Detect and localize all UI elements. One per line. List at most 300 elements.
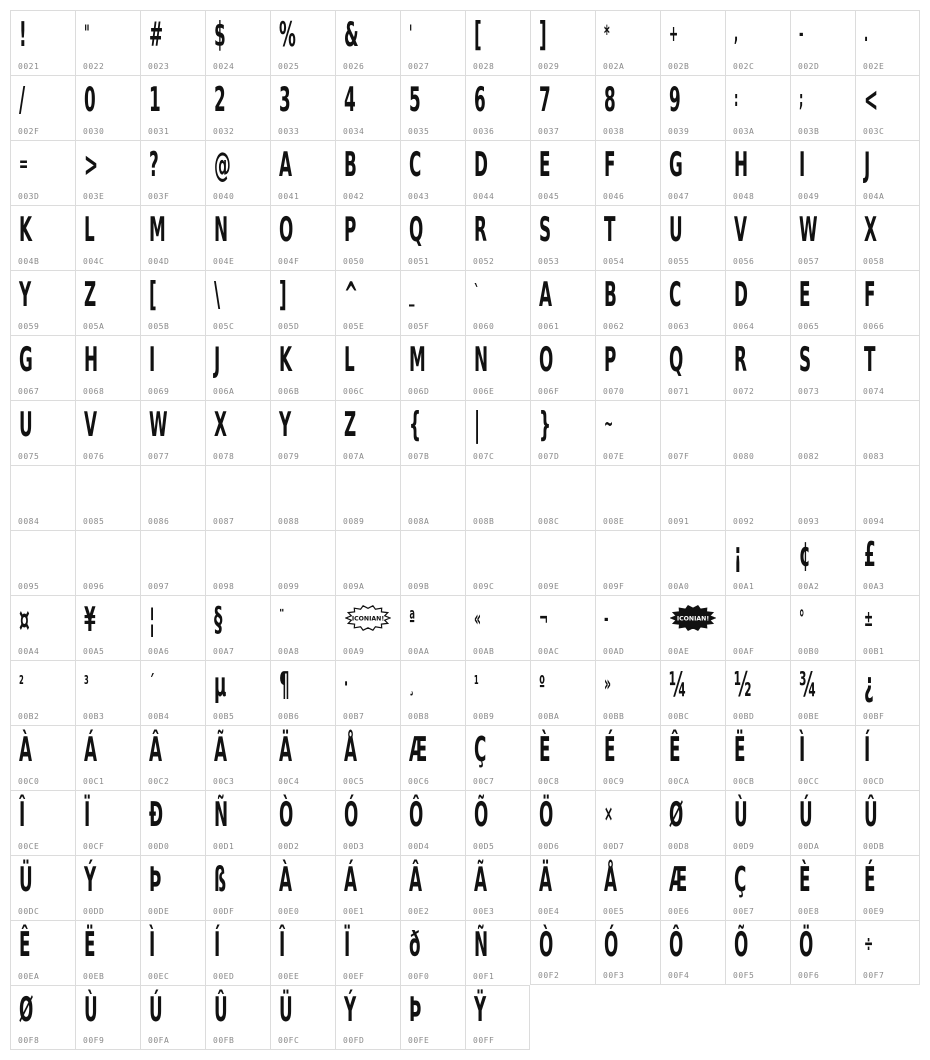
glyph-code-label: 00B4 <box>148 712 170 721</box>
glyph-cell <box>270 75 335 140</box>
glyph-cell <box>725 205 790 270</box>
glyph-sample: 7 <box>539 80 551 120</box>
glyph-code-label: 00E3 <box>473 907 495 916</box>
glyph-cell <box>10 335 75 400</box>
glyph-code-label: 0094 <box>863 517 885 526</box>
glyph-code-label: 00E0 <box>278 907 300 916</box>
glyph-grid <box>10 10 920 1050</box>
glyph-sample: Â <box>149 730 163 770</box>
glyph-code-label: 004B <box>18 257 40 266</box>
glyph-sample: ¦ <box>149 600 156 640</box>
glyph-sample: D <box>734 275 748 315</box>
glyph-code-label: 006B <box>278 387 300 396</box>
glyph-code-label: 0069 <box>148 387 170 396</box>
glyph-sample: ¨ <box>279 607 285 632</box>
glyph-code-label: 005B <box>148 322 170 331</box>
glyph-cell <box>205 595 270 660</box>
glyph-cell <box>595 10 660 75</box>
glyph-code-label: 0080 <box>733 452 755 461</box>
glyph-code-label: 0033 <box>278 127 300 136</box>
glyph-code-label: 00E2 <box>408 907 430 916</box>
glyph-sample: } <box>539 405 551 445</box>
glyph-cell <box>855 595 920 660</box>
glyph-sample: » <box>604 672 612 697</box>
glyph-sample: ? <box>149 145 159 185</box>
glyph-cell <box>335 790 400 855</box>
glyph-code-label: 0043 <box>408 192 430 201</box>
glyph-sample: Â <box>409 860 423 900</box>
glyph-sample: Ë <box>734 730 746 770</box>
glyph-code-label: 00C2 <box>148 777 170 786</box>
glyph-cell <box>140 985 205 1050</box>
glyph-code-label: 0045 <box>538 192 560 201</box>
glyph-sample: Ø <box>19 990 34 1030</box>
glyph-code-label: 0089 <box>343 517 365 526</box>
glyph-cell <box>855 660 920 725</box>
glyph-sample: W <box>799 210 818 250</box>
glyph-sample: F <box>864 275 876 315</box>
glyph-code-label: 00F8 <box>18 1036 40 1045</box>
glyph-code-label: 00AD <box>603 647 625 656</box>
glyph-sample: ; <box>799 87 804 112</box>
glyph-sample: : <box>734 87 739 112</box>
glyph-sample: ´ <box>149 672 155 697</box>
glyph-code-label: 00C6 <box>408 777 430 786</box>
glyph-cell <box>400 855 465 920</box>
glyph-code-label: 00BC <box>668 712 690 721</box>
glyph-code-label: 00B7 <box>343 712 365 721</box>
glyph-cell <box>790 855 855 920</box>
glyph-cell <box>790 270 855 335</box>
glyph-code-label: 00A6 <box>148 647 170 656</box>
glyph-cell <box>530 660 595 725</box>
glyph-code-label: 0068 <box>83 387 105 396</box>
glyph-code-label: 00E7 <box>733 907 755 916</box>
glyph-sample: Õ <box>734 925 749 965</box>
glyph-sample: ¬ <box>539 607 549 632</box>
glyph-cell <box>10 595 75 660</box>
glyph-cell <box>400 75 465 140</box>
glyph-sample: Ä <box>539 860 553 900</box>
glyph-sample: Å <box>344 730 358 770</box>
glyph-code-label: 005A <box>83 322 105 331</box>
glyph-cell <box>335 660 400 725</box>
glyph-code-label: 0065 <box>798 322 820 331</box>
glyph-code-label: 00D1 <box>213 842 235 851</box>
glyph-sample: Û <box>214 990 228 1030</box>
glyph-cell <box>790 595 855 660</box>
glyph-cell <box>75 855 140 920</box>
glyph-sample: Ä <box>279 730 293 770</box>
glyph-cell <box>855 920 920 985</box>
glyph-code-label: 0095 <box>18 582 40 591</box>
glyph-code-label: 00C5 <box>343 777 365 786</box>
glyph-sample: 8 <box>604 80 616 120</box>
glyph-sample: U <box>19 405 33 445</box>
glyph-cell <box>400 920 465 985</box>
glyph-cell <box>400 400 465 465</box>
glyph-sample: C <box>409 145 422 185</box>
glyph-code-label: 003D <box>18 192 40 201</box>
glyph-cell <box>335 10 400 75</box>
glyph-cell <box>335 855 400 920</box>
glyph-sample: Ì <box>799 730 806 770</box>
glyph-cell <box>790 75 855 140</box>
glyph-code-label: 00E6 <box>668 907 690 916</box>
glyph-code-label: 0091 <box>668 517 690 526</box>
glyph-cell <box>855 530 920 595</box>
glyph-code-label: 005F <box>408 322 430 331</box>
glyph-cell <box>205 270 270 335</box>
glyph-cell <box>790 400 855 465</box>
glyph-sample: B <box>604 275 617 315</box>
logo-text: ICONIAN! <box>351 615 385 623</box>
glyph-cell <box>205 75 270 140</box>
glyph-code-label: 00BA <box>538 712 560 721</box>
glyph-sample: # <box>149 15 164 55</box>
glyph-sample: - <box>799 22 804 47</box>
glyph-code-label: 006E <box>473 387 495 396</box>
glyph-cell <box>465 920 530 985</box>
glyph-cell <box>140 140 205 205</box>
glyph-code-label: 008C <box>538 517 560 526</box>
glyph-code-label: 00F1 <box>473 972 495 981</box>
glyph-cell <box>855 75 920 140</box>
glyph-cell <box>530 465 595 530</box>
glyph-sample: \ <box>214 275 221 315</box>
glyph-sample: B <box>344 145 357 185</box>
glyph-code-label: 00DE <box>148 907 170 916</box>
glyph-cell <box>790 10 855 75</box>
glyph-sample: ¤ <box>19 600 30 640</box>
glyph-cell <box>595 855 660 920</box>
glyph-sample: 0 <box>84 80 96 120</box>
glyph-code-label: 00FB <box>213 1036 235 1045</box>
glyph-sample: Y <box>279 405 292 445</box>
glyph-cell <box>205 530 270 595</box>
glyph-cell <box>595 595 660 660</box>
glyph-code-label: 0039 <box>668 127 690 136</box>
glyph-code-label: 0077 <box>148 452 170 461</box>
glyph-sample: Î <box>279 925 286 965</box>
glyph-sample: @ <box>214 145 231 185</box>
glyph-cell <box>855 10 920 75</box>
glyph-code-label: 00C8 <box>538 777 560 786</box>
glyph-sample: % <box>279 15 296 55</box>
glyph-cell <box>140 855 205 920</box>
glyph-sample: _ <box>409 282 415 307</box>
glyph-code-label: 0057 <box>798 257 820 266</box>
glyph-cell <box>660 270 725 335</box>
glyph-code-label: 009B <box>408 582 430 591</box>
glyph-code-label: 00B9 <box>473 712 495 721</box>
glyph-cell <box>140 790 205 855</box>
glyph-sample: M <box>409 340 426 380</box>
glyph-code-label: 0082 <box>798 452 820 461</box>
glyph-code-label: 00DA <box>798 842 820 851</box>
glyph-sample: ¡ <box>734 535 742 575</box>
glyph-sample: . <box>864 22 869 47</box>
glyph-sample: 1 <box>149 80 161 120</box>
glyph-code-label: 00CB <box>733 777 755 786</box>
glyph-sample: E <box>799 275 811 315</box>
glyph-cell <box>465 725 530 790</box>
glyph-cell <box>10 75 75 140</box>
glyph-code-label: 00A3 <box>863 582 885 591</box>
glyph-code-label: 0049 <box>798 192 820 201</box>
glyph-cell <box>140 465 205 530</box>
glyph-sample: O <box>279 210 294 250</box>
glyph-cell <box>465 855 530 920</box>
glyph-cell <box>205 10 270 75</box>
glyph-sample: H <box>84 340 99 380</box>
glyph-cell <box>10 985 75 1050</box>
glyph-cell <box>660 855 725 920</box>
glyph-code-label: 0055 <box>668 257 690 266</box>
glyph-code-label: 00FC <box>278 1036 300 1045</box>
glyph-sample: ¥ <box>84 600 96 640</box>
glyph-cell <box>10 725 75 790</box>
glyph-cell <box>725 335 790 400</box>
glyph-sample: ` <box>474 282 480 307</box>
glyph-sample: < <box>864 80 879 120</box>
glyph-sample: ¸ <box>409 672 415 697</box>
glyph-sample: Ò <box>539 925 554 965</box>
glyph-sample: S <box>539 210 552 250</box>
glyph-code-label: 0092 <box>733 517 755 526</box>
glyph-sample: 3 <box>279 80 291 120</box>
glyph-cell <box>595 140 660 205</box>
glyph-cell <box>725 660 790 725</box>
glyph-sample: ð <box>409 925 421 965</box>
glyph-code-label: 008A <box>408 517 430 526</box>
glyph-code-label: 004F <box>278 257 300 266</box>
glyph-cell <box>530 595 595 660</box>
glyph-code-label: 00E8 <box>798 907 820 916</box>
glyph-cell <box>725 530 790 595</box>
glyph-cell <box>660 465 725 530</box>
glyph-sample: À <box>279 860 293 900</box>
glyph-code-label: 002F <box>18 127 40 136</box>
glyph-cell <box>140 530 205 595</box>
glyph-sample: T <box>604 210 616 250</box>
glyph-cell <box>400 10 465 75</box>
glyph-sample: 9 <box>669 80 681 120</box>
glyph-sample: Ú <box>799 795 813 835</box>
glyph-code-label: 0025 <box>278 62 300 71</box>
glyph-code-label: 00F9 <box>83 1036 105 1045</box>
glyph-code-label: 003C <box>863 127 885 136</box>
glyph-sample: × <box>604 802 614 827</box>
glyph-cell <box>725 790 790 855</box>
glyph-sample: Ë <box>84 925 96 965</box>
glyph-code-label: 00F5 <box>733 971 755 980</box>
glyph-code-label: 0054 <box>603 257 625 266</box>
glyph-cell <box>465 465 530 530</box>
glyph-cell <box>140 205 205 270</box>
glyph-code-label: 0073 <box>798 387 820 396</box>
glyph-sample: , <box>734 22 739 47</box>
glyph-cell <box>10 10 75 75</box>
glyph-cell <box>855 400 920 465</box>
glyph-code-label: 008B <box>473 517 495 526</box>
glyph-sample: M <box>149 210 166 250</box>
glyph-cell <box>790 660 855 725</box>
glyph-cell <box>465 10 530 75</box>
glyph-sample: ¶ <box>279 665 290 705</box>
glyph-sample: Ñ <box>474 925 489 965</box>
glyph-cell <box>725 140 790 205</box>
glyph-code-label: 00F0 <box>408 972 430 981</box>
glyph-sample: § <box>214 600 223 640</box>
glyph-sample: R <box>474 210 487 250</box>
glyph-code-label: 0056 <box>733 257 755 266</box>
glyph-cell <box>140 270 205 335</box>
glyph-code-label: 007C <box>473 452 495 461</box>
glyph-sample: Ó <box>604 925 619 965</box>
glyph-cell <box>140 400 205 465</box>
glyph-cell <box>205 725 270 790</box>
glyph-sample: É <box>604 730 616 770</box>
glyph-code-label: 006A <box>213 387 235 396</box>
glyph-code-label: 0040 <box>213 192 235 201</box>
glyph-sample: H <box>734 145 749 185</box>
glyph-code-label: 00A1 <box>733 582 755 591</box>
glyph-code-label: 00FA <box>148 1036 170 1045</box>
glyph-code-label: 00B2 <box>18 712 40 721</box>
glyph-cell <box>75 790 140 855</box>
glyph-code-label: 0088 <box>278 517 300 526</box>
glyph-sample: D <box>474 145 488 185</box>
glyph-sample: Ù <box>734 795 748 835</box>
glyph-cell <box>335 920 400 985</box>
glyph-cell <box>400 985 465 1050</box>
glyph-sample: Í <box>864 730 871 770</box>
glyph-cell <box>465 530 530 595</box>
glyph-code-label: 0044 <box>473 192 495 201</box>
iconian-logo-outline <box>345 605 391 631</box>
glyph-sample: | <box>474 405 481 445</box>
glyph-sample: Ô <box>669 925 684 965</box>
glyph-code-label: 0050 <box>343 257 365 266</box>
glyph-cell <box>660 595 725 660</box>
glyph-sample: È <box>539 730 551 770</box>
glyph-code-label: 00DC <box>18 907 40 916</box>
glyph-code-label: 0062 <box>603 322 625 331</box>
glyph-sample: ~ <box>604 412 614 437</box>
glyph-cell <box>75 595 140 660</box>
glyph-code-label: 00C0 <box>18 777 40 786</box>
glyph-sample: ½ <box>734 665 752 705</box>
glyph-code-label: 0071 <box>668 387 690 396</box>
glyph-cell <box>465 400 530 465</box>
glyph-code-label: 0064 <box>733 322 755 331</box>
glyph-sample: Ã <box>214 730 228 770</box>
glyph-code-label: 00F6 <box>798 971 820 980</box>
glyph-sample: Ñ <box>214 795 229 835</box>
glyph-code-label: 0075 <box>18 452 40 461</box>
glyph-cell <box>75 985 140 1050</box>
glyph-code-label: 00E9 <box>863 907 885 916</box>
glyph-code-label: 00D5 <box>473 842 495 851</box>
glyph-cell <box>530 75 595 140</box>
glyph-sample: Ï <box>84 795 91 835</box>
glyph-cell <box>725 920 790 985</box>
glyph-sample: Ç <box>734 860 747 900</box>
glyph-code-label: 0070 <box>603 387 625 396</box>
glyph-code-label: 0031 <box>148 127 170 136</box>
glyph-sample: Z <box>344 405 357 445</box>
glyph-code-label: 0026 <box>343 62 365 71</box>
glyph-cell <box>660 530 725 595</box>
glyph-code-label: 00ED <box>213 972 235 981</box>
glyph-cell <box>270 660 335 725</box>
glyph-sample: ¢ <box>799 535 811 575</box>
glyph-code-label: 00DD <box>83 907 105 916</box>
glyph-code-label: 007E <box>603 452 625 461</box>
glyph-sample: Ú <box>149 990 163 1030</box>
glyph-cell <box>270 400 335 465</box>
glyph-cell <box>75 400 140 465</box>
glyph-cell <box>465 335 530 400</box>
glyph-sample: Æ <box>409 730 428 770</box>
glyph-sample: P <box>604 340 617 380</box>
glyph-sample: X <box>214 405 227 445</box>
glyph-cell <box>205 985 270 1050</box>
glyph-code-label: 00E1 <box>343 907 365 916</box>
glyph-sample: £ <box>864 535 876 575</box>
glyph-cell <box>10 400 75 465</box>
glyph-cell <box>10 205 75 270</box>
glyph-code-label: 0042 <box>343 192 365 201</box>
glyph-code-label: 0029 <box>538 62 560 71</box>
glyph-cell <box>790 465 855 530</box>
glyph-cell <box>465 75 530 140</box>
glyph-cell <box>140 920 205 985</box>
glyph-code-label: 00EC <box>148 972 170 981</box>
glyph-code-label: 0086 <box>148 517 170 526</box>
glyph-cell <box>205 465 270 530</box>
glyph-sample: µ <box>214 665 227 705</box>
iconian-logo-filled <box>670 605 716 631</box>
glyph-cell <box>790 530 855 595</box>
glyph-code-label: 0066 <box>863 322 885 331</box>
glyph-sample: V <box>84 405 98 445</box>
glyph-code-label: 0032 <box>213 127 235 136</box>
glyph-cell <box>725 400 790 465</box>
glyph-code-label: 004D <box>148 257 170 266</box>
glyph-code-label: 007B <box>408 452 430 461</box>
glyph-sample: Ý <box>344 990 357 1030</box>
glyph-cell <box>660 790 725 855</box>
glyph-cell <box>75 920 140 985</box>
glyph-sample: ª <box>409 607 416 632</box>
glyph-cell <box>75 660 140 725</box>
glyph-code-label: 0034 <box>343 127 365 136</box>
glyph-cell <box>140 335 205 400</box>
glyph-cell <box>595 660 660 725</box>
glyph-sample: [ <box>474 15 482 55</box>
glyph-code-label: 006C <box>343 387 365 396</box>
glyph-cell <box>725 595 790 660</box>
glyph-sample: A <box>539 275 553 315</box>
glyph-sample: Û <box>864 795 878 835</box>
glyph-sample: Õ <box>474 795 489 835</box>
glyph-cell <box>725 725 790 790</box>
glyph-cell <box>660 140 725 205</box>
glyph-sample: Ý <box>84 860 97 900</box>
glyph-cell <box>855 270 920 335</box>
